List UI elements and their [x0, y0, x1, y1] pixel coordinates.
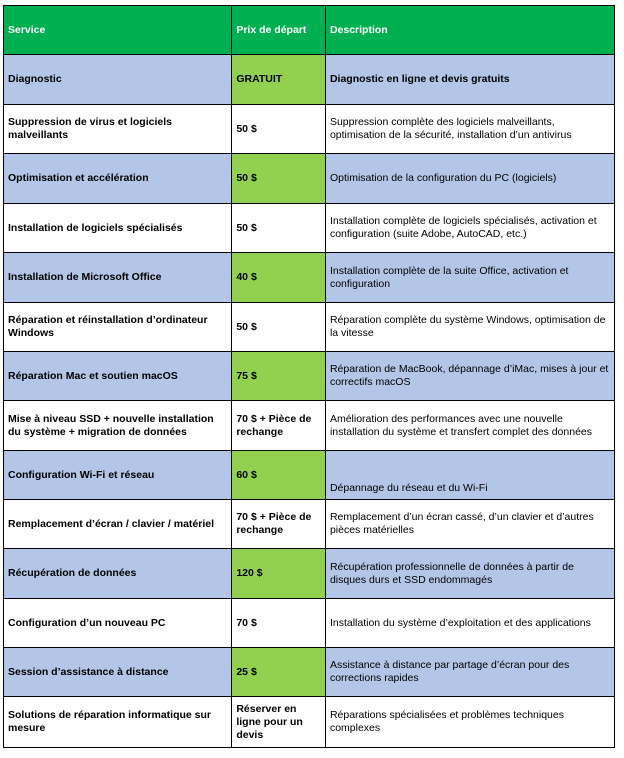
table-row	[4, 599, 615, 648]
service-cell: Installation de Microsoft Office	[4, 253, 232, 303]
table-row	[4, 154, 615, 204]
pricing-table	[3, 5, 615, 748]
description-cell: Réparation de MacBook, dépannage d’iMac, mises à jour et correctifs macOS	[325, 352, 614, 401]
table-row	[4, 352, 615, 401]
price-cell: 70 $ + Pièce de rechange	[232, 500, 326, 549]
service-cell: Mise à niveau SSD + nouvelle installation du système + migration de données	[4, 401, 232, 451]
description-cell: Diagnostic en ligne et devis gratuits	[325, 55, 614, 105]
price-cell: GRATUIT	[232, 55, 326, 105]
price-cell: 25 $	[232, 648, 326, 697]
header-row	[4, 6, 615, 55]
service-cell: Optimisation et accélération	[4, 154, 232, 204]
service-cell: Diagnostic	[4, 55, 232, 105]
table-row	[4, 253, 615, 303]
table-row	[4, 55, 615, 105]
price-cell: 75 $	[232, 352, 326, 401]
table-row	[4, 204, 615, 253]
table-row	[4, 500, 615, 549]
description-cell: Optimisation de la configuration du PC (logiciels)	[325, 154, 614, 204]
header-service: Service	[4, 6, 232, 55]
price-cell: 70 $	[232, 599, 326, 648]
table-row	[4, 105, 615, 154]
description-cell: Assistance à distance par partage d’écran pour des corrections rapides	[325, 648, 614, 697]
service-cell: Réparation et réinstallation d’ordinateur Windows	[4, 303, 232, 352]
description-cell: Récupération professionnelle de données à partir de disques durs et SSD endommagés	[325, 549, 614, 599]
description-cell: Réparations spécialisées et problèmes techniques complexes	[325, 697, 614, 748]
service-cell: Configuration d’un nouveau PC	[4, 599, 232, 648]
price-cell: 50 $	[232, 303, 326, 352]
table-row	[4, 303, 615, 352]
price-cell: Réserver en ligne pour un devis	[232, 697, 326, 748]
table-row	[4, 451, 615, 500]
table-row	[4, 549, 615, 599]
description-cell: Amélioration des performances avec une nouvelle installation du système et transfert complet des données	[325, 401, 614, 451]
price-cell: 120 $	[232, 549, 326, 599]
service-cell: Configuration Wi-Fi et réseau	[4, 451, 232, 500]
service-cell: Réparation Mac et soutien macOS	[4, 352, 232, 401]
header-price: Prix de départ	[232, 6, 326, 55]
description-cell: Installation complète de logiciels spécialisés, activation et configuration (suite Adobe, AutoCAD, etc.)	[325, 204, 614, 253]
description-cell: Installation du système d’exploitation et des applications	[325, 599, 614, 648]
service-cell: Session d’assistance à distance	[4, 648, 232, 697]
description-cell: Suppression complète des logiciels malveillants, optimisation de la sécurité, installation d’un antivirus	[325, 105, 614, 154]
price-cell: 50 $	[232, 154, 326, 204]
description-cell: Remplacement d’un écran cassé, d’un clavier et d’autres pièces matérielles	[325, 500, 614, 549]
service-cell: Remplacement d’écran / clavier / matériel	[4, 500, 232, 549]
header-description: Description	[325, 6, 614, 55]
description-cell: Réparation complète du système Windows, optimisation de la vitesse	[325, 303, 614, 352]
description-cell: Installation complète de la suite Office, activation et configuration	[325, 253, 614, 303]
price-cell: 70 $ + Pièce de rechange	[232, 401, 326, 451]
description-cell: Dépannage du réseau et du Wi-Fi	[325, 451, 614, 500]
service-cell: Suppression de virus et logiciels malveillants	[4, 105, 232, 154]
table-row	[4, 697, 615, 748]
table-row	[4, 401, 615, 451]
service-cell: Installation de logiciels spécialisés	[4, 204, 232, 253]
price-cell: 40 $	[232, 253, 326, 303]
service-cell: Solutions de réparation informatique sur mesure	[4, 697, 232, 748]
table-row	[4, 648, 615, 697]
price-cell: 60 $	[232, 451, 326, 500]
price-cell: 50 $	[232, 105, 326, 154]
price-cell: 50 $	[232, 204, 326, 253]
service-cell: Récupération de données	[4, 549, 232, 599]
